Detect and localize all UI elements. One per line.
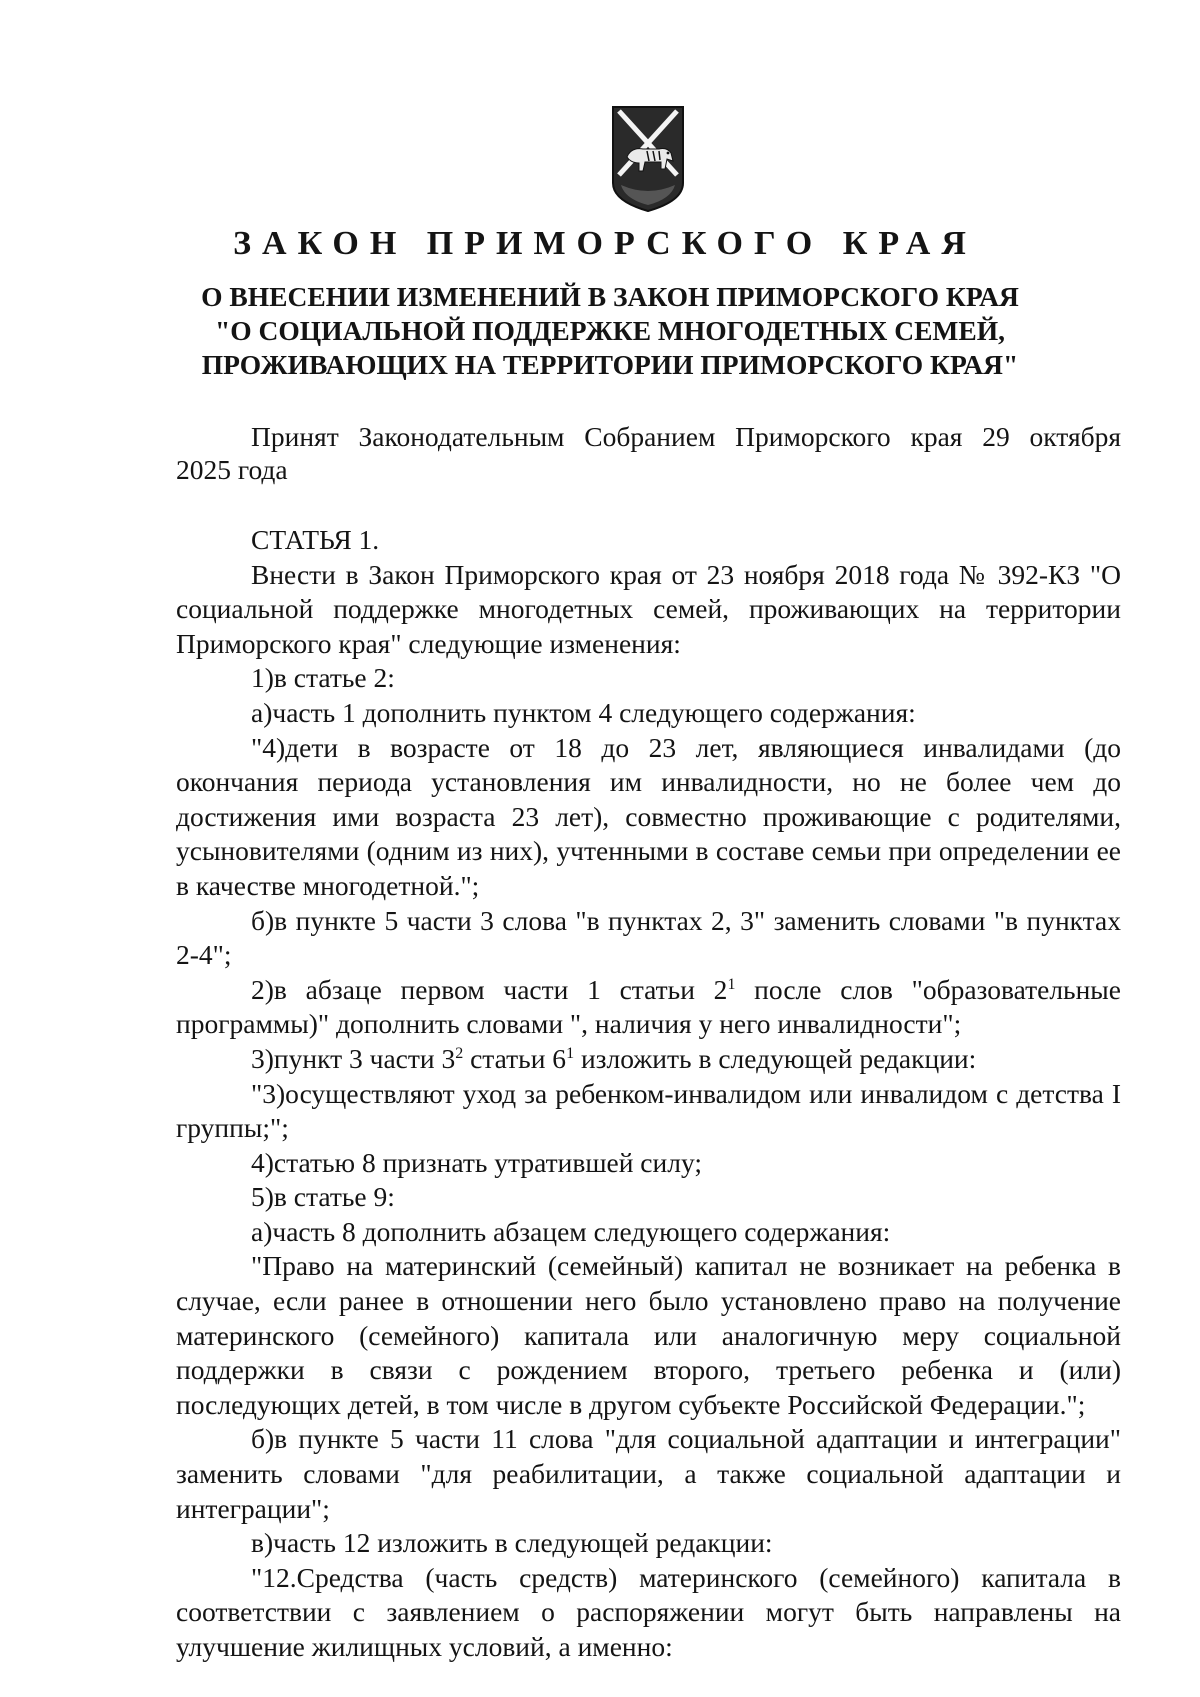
article-body <box>176 523 1121 1665</box>
superscript: 2 <box>455 1044 464 1062</box>
paragraph: а)часть 1 дополнить пунктом 4 следующего содержания: <box>251 696 916 728</box>
paragraph: а)часть 8 дополнить абзацем следующего содержания: <box>251 1215 891 1247</box>
paragraph: 1)в статье 2: <box>251 662 395 694</box>
text-run: 2)в абзаце первом части 1 статьи 2 <box>251 973 728 1005</box>
superscript: 1 <box>727 975 736 993</box>
text-run: после слов "образовательные программы)" дополнить словами ", наличия у него инвалидности"; <box>176 973 1121 1040</box>
adoption-line: Принят Законодательным Собранием Приморского края 29 октября <box>251 421 1121 452</box>
quoted-paragraph: "12.Средства (часть средств) материнского (семейного) капитала в соответствии с заявлением о распоряжении могут быть направлены на улучшение жилищных условий, а именно: <box>176 1561 1121 1662</box>
quoted-paragraph: "Право на материнский (семейный) капитал не возникает на ребенка в случае, если ранее в отношении него было установлено право на получение материнского (семейного) капитала или аналогичную меру социальной поддержки в связи с рождением второго, третьего ребенка и (или) последующих детей, в том числе в другом субъекте Российской Федерации."; <box>176 1250 1121 1420</box>
paragraph: в)часть 12 изложить в следующей редакции: <box>251 1527 773 1559</box>
paragraph <box>176 973 1121 1042</box>
paragraph: 4)статью 8 признать утратившей силу; <box>251 1146 702 1178</box>
paragraph: Внести в Закон Приморского края от 23 ноября 2018 года № 392-КЗ "О социальной поддержке многодетных семей, проживающих на территории Приморского края" следующие изменения: <box>176 558 1121 659</box>
text-run: изложить в следующей редакции: <box>574 1042 977 1074</box>
law-subtitle <box>170 280 1050 382</box>
subtitle-line: О ВНЕСЕНИИ ИЗМЕНЕНИЙ В ЗАКОН ПРИМОРСКОГО КРАЯ <box>201 281 1019 312</box>
paragraph: б)в пункте 5 части 11 слова "для социальной адаптации и интеграции" заменить словами "для реабилитации, а также социальной адаптации и интеграции"; <box>176 1423 1121 1524</box>
paragraph <box>176 1042 1121 1077</box>
text-run: 3)пункт 3 части 3 <box>251 1042 456 1074</box>
subtitle-line: "О СОЦИАЛЬНОЙ ПОДДЕРЖКЕ МНОГОДЕТНЫХ СЕМЕЙ, <box>215 315 1005 346</box>
paragraph: 5)в статье 9: <box>251 1181 395 1213</box>
quoted-paragraph: "3)осуществляют уход за ребенком-инвалидом или инвалидом с детства I группы;"; <box>176 1077 1121 1144</box>
paragraph: б)в пункте 5 части 3 слова "в пунктах 2, 3" заменить словами "в пунктах 2-4"; <box>176 904 1121 971</box>
adoption-note <box>176 420 1121 486</box>
quoted-paragraph: "4)дети в возрасте от 18 до 23 лет, являющиеся инвалидами (до окончания периода установления им инвалидности, но не более чем до достижения ими возраста 23 лет), совместно проживающие с родителями, усыновителями (одним из них), учтенными в составе семьи при определении ее в качестве многодетной."; <box>176 731 1121 901</box>
adoption-line: 2025 года <box>176 454 288 485</box>
text-run: статьи 6 <box>463 1042 567 1074</box>
article-heading: СТАТЬЯ 1. <box>251 524 380 555</box>
coat-of-arms-icon <box>611 105 685 213</box>
superscript: 1 <box>566 1044 575 1062</box>
law-title: ЗАКОН ПРИМОРСКОГО КРАЯ <box>233 225 977 262</box>
subtitle-line: ПРОЖИВАЮЩИХ НА ТЕРРИТОРИИ ПРИМОРСКОГО КРАЯ" <box>201 349 1019 380</box>
